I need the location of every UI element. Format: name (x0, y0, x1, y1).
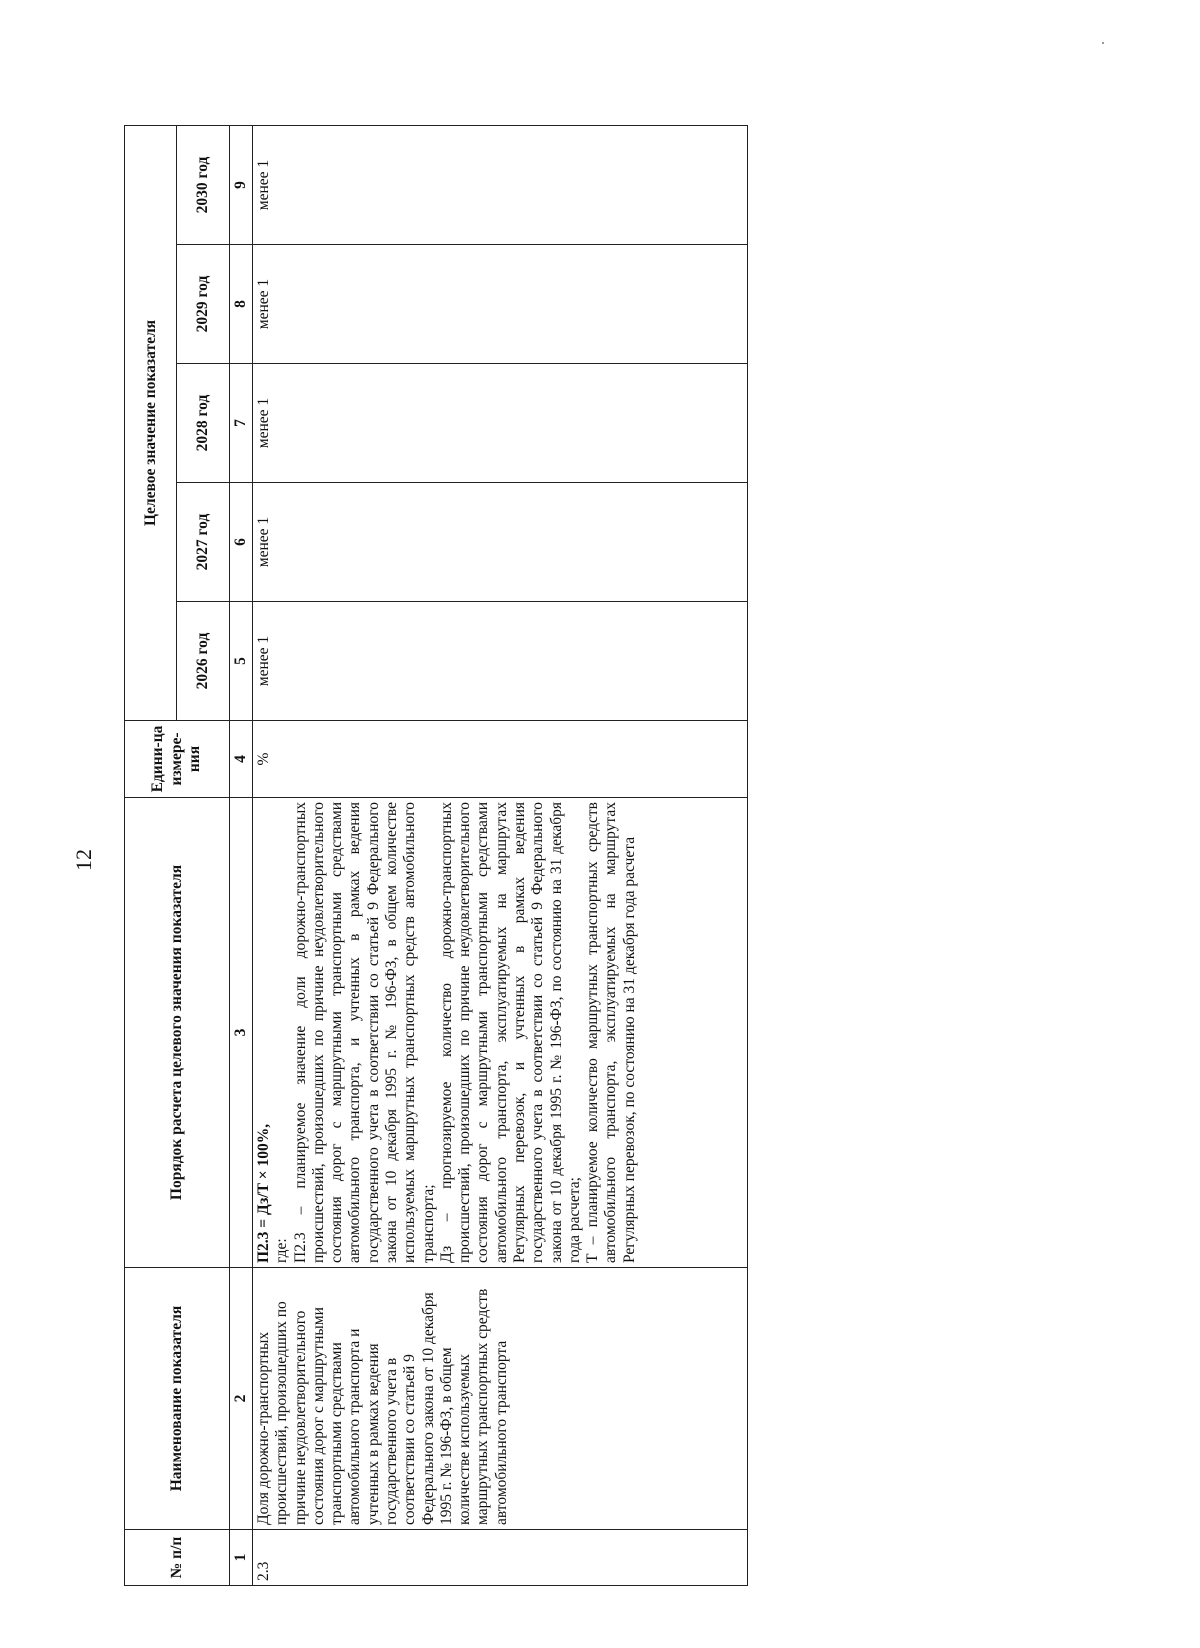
header-year-2029: 2029 год (177, 245, 229, 364)
indicator-name: Доля дорожно-транспортных происшествий, произошедших по причине неудовлетворительного состояния дорог с маршрутными транспортными средствами автомобильного транспорта и учтенных в рамках ведения государственного учета в соответствии со статьей 9 Федерального закона от 10 декабря 1995 г. № 196-ФЗ, в общем количестве используемых маршрутных транспортных средств автомобильного транспорта (253, 1268, 748, 1530)
column-number: 5 (229, 602, 252, 721)
table-row (253, 125, 748, 1585)
column-number: 3 (229, 798, 252, 1268)
target-2030: менее 1 (253, 125, 748, 244)
unit-value: % (253, 721, 748, 798)
definition-t: Т – планируемое количество маршрутных транспортных средств автомобильного транспорта, эксплуатируемых на маршрутах Регулярных перевозок, по состоянию на 31 декабря года расчета (584, 802, 638, 1263)
target-2028: менее 1 (253, 364, 748, 483)
column-number: 1 (229, 1530, 252, 1586)
row-num: 2.3 (253, 1530, 748, 1586)
column-number: 8 (229, 245, 252, 364)
calculation-method (253, 798, 748, 1268)
header-year-2026: 2026 год (177, 602, 229, 721)
target-2026: менее 1 (253, 602, 748, 721)
column-number: 4 (229, 721, 252, 798)
header-num: № п/п (125, 1530, 230, 1586)
header-unit: Едини-ца измере-ния (125, 721, 230, 798)
header-name: Наименование показателя (125, 1268, 230, 1530)
where-label: где: (273, 1238, 291, 1263)
indicator-table (124, 125, 748, 1586)
column-number: 2 (229, 1268, 252, 1530)
scan-artifact (1102, 42, 1104, 44)
definition-d: Дз – прогнозируемое количество дорожно-транспортных происшествий, произошедших по причине неудовлетворительного состояния дорог с маршрутными транспортными средствами автомобильного транспорта, эксплуатируемых на маршрутах Регулярных перевозок, и учтенных в рамках ведения государственного учета в соответствии со статьей 9 Федерального закона от 10 декабря 1995 г. № 196-ФЗ, по состоянию на 31 декабря года расчета; (437, 802, 583, 1263)
column-number: 9 (229, 125, 252, 244)
page-number: 12 (71, 849, 96, 871)
header-year-2030: 2030 год (177, 125, 229, 244)
target-2027: менее 1 (253, 483, 748, 602)
table-rotator (124, 126, 748, 1586)
definition-p: П2.3 – планируемое значение доли дорожно-транспортных происшествий, произошедших по причине неудовлетворительного состояния дорог с маршрутными транспортными средствами автомобильного транспорта, и учтенных в рамках ведения государственного учета в соответствии со статьей 9 Федерального закона от 10 декабря 1995 г. № 196-ФЗ, в общем количестве используемых маршрутных транспортных средств автомобильного транспорта; (291, 802, 437, 1263)
formula: П2.3 = Дз/Т × 100%, (255, 1123, 272, 1263)
header-row-1 (125, 125, 177, 1585)
column-number: 7 (229, 364, 252, 483)
column-number-row (229, 125, 252, 1585)
header-year-2027: 2027 год (177, 483, 229, 602)
header-target-group: Целевое значение показателя (125, 125, 177, 720)
header-year-2028: 2028 год (177, 364, 229, 483)
header-method: Порядок расчета целевого значения показателя (125, 798, 230, 1268)
target-2029: менее 1 (253, 245, 748, 364)
column-number: 6 (229, 483, 252, 602)
